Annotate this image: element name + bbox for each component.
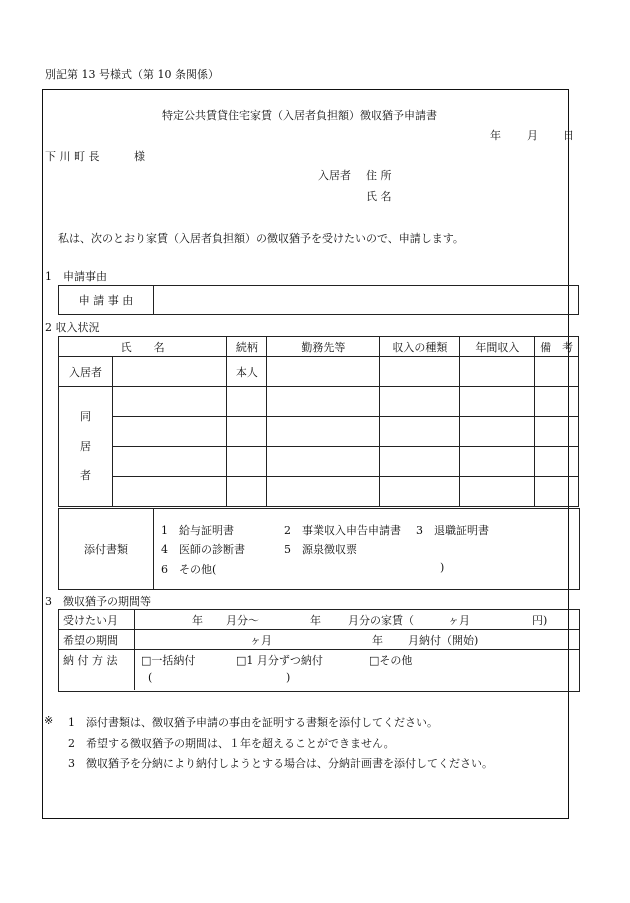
payment-method-label: 納 付 方 法: [63, 654, 118, 667]
table-cell[interactable]: [227, 477, 267, 507]
col-workplace: 勤務先等: [267, 337, 380, 357]
note-3: 3 徴収猶予を分納により納付しようとする場合は、分納計画書を添付してください。: [68, 757, 493, 770]
occupant-label: 入居者: [59, 357, 113, 387]
table-cell[interactable]: [227, 417, 267, 447]
table-cell[interactable]: [267, 417, 380, 447]
reason-table: [58, 285, 579, 315]
period-month: 月納付（開始): [408, 634, 479, 647]
date-day: 日: [563, 129, 574, 142]
table-cell[interactable]: [380, 447, 460, 477]
occupant-name-cell[interactable]: [113, 357, 227, 387]
section1-heading: 1 申請事由: [45, 270, 107, 283]
section2-heading: 2 収入状況: [45, 321, 100, 334]
address-label: 住 所: [366, 169, 392, 182]
note-1: 1 添付書類は、徴収猶予申請の事由を証明する書類を添付してください。: [68, 716, 438, 729]
table-cell[interactable]: [460, 477, 535, 507]
table-cell[interactable]: [113, 477, 227, 507]
addressee: 下 川 町 長: [45, 150, 100, 163]
cohabitant-row: [59, 387, 579, 417]
wanted-year-1: 年: [192, 614, 203, 627]
wanted-months-count: ヶ月: [448, 614, 470, 627]
table-cell[interactable]: [113, 417, 227, 447]
applicant-label: 入居者: [318, 169, 351, 182]
period-months: ヶ月: [250, 634, 272, 647]
col-name: 氏 名: [59, 337, 227, 357]
table-cell[interactable]: [535, 387, 579, 417]
statement: 私は、次のとおり家賃（入居者負担額）の徴収猶予を受けたいので、申請します。: [58, 232, 464, 245]
deferment-col-divider: [134, 609, 135, 690]
table-cell[interactable]: [460, 387, 535, 417]
table-cell[interactable]: [535, 477, 579, 507]
occupant-workplace-cell[interactable]: [267, 357, 380, 387]
cohabitant-label: [59, 387, 113, 507]
period-label: 希望の期間: [63, 634, 118, 647]
cohabitant-row: [59, 417, 579, 447]
name-label: 氏 名: [366, 190, 392, 203]
wanted-yen: 円): [532, 614, 548, 627]
payment-option-lump-sum[interactable]: □一括納付: [141, 654, 196, 667]
reason-value[interactable]: [154, 286, 579, 315]
occupant-relation: 本人: [227, 357, 267, 387]
period-year: 年: [372, 634, 383, 647]
form-title: 特定公共賃貸住宅家賃（入居者負担額）徴収猶予申請書: [162, 109, 437, 122]
attachment-1: 1 給与証明書: [161, 524, 234, 537]
table-cell[interactable]: [535, 447, 579, 477]
cohabitant-char: 同: [80, 409, 91, 423]
table-cell[interactable]: [113, 387, 227, 417]
cohabitant-char: 居: [80, 439, 91, 453]
income-header-row: [59, 337, 579, 357]
reason-label: 申 請 事 由: [59, 286, 154, 315]
honorific: 様: [134, 150, 145, 163]
wanted-month-label: 受けたい月: [63, 614, 118, 627]
date-month: 月: [527, 129, 538, 142]
table-cell[interactable]: [227, 447, 267, 477]
col-income-type: 収入の種類: [380, 337, 460, 357]
attachment-2: 2 事業収入申告申請書: [284, 524, 401, 537]
attachment-5: 5 源泉徴収票: [284, 543, 357, 556]
section3-heading: 3 徴収猶予の期間等: [45, 595, 151, 608]
attachment-3: 3 退職証明書: [416, 524, 489, 537]
payment-option-monthly[interactable]: □1 月分ずつ納付: [236, 654, 323, 667]
col-remarks: 備 考: [535, 337, 579, 357]
other-paren-close: ): [286, 671, 291, 684]
wanted-month-2: 月分の家賃（: [348, 614, 414, 627]
occupant-income-type-cell[interactable]: [380, 357, 460, 387]
note-2: 2 希望する徴収猶予の期間は、１年を超えることができません。: [68, 737, 395, 750]
table-cell[interactable]: [227, 387, 267, 417]
table-cell[interactable]: [267, 477, 380, 507]
attachments-label: 添付書類: [84, 543, 128, 556]
deferment-row-divider: [58, 629, 579, 630]
table-cell[interactable]: [380, 477, 460, 507]
form-number-note: 別記第 13 号様式（第 10 条関係）: [45, 68, 219, 81]
deferment-row-divider: [58, 649, 579, 650]
other-paren-open: (: [148, 671, 153, 684]
occupant-row: [59, 357, 579, 387]
table-cell[interactable]: [113, 447, 227, 477]
note-mark: ※: [44, 714, 54, 727]
occupant-remarks-cell[interactable]: [535, 357, 579, 387]
attachment-6: 6 その他(: [161, 563, 217, 576]
income-table: [58, 336, 579, 507]
table-cell[interactable]: [267, 447, 380, 477]
occupant-annual-income-cell[interactable]: [460, 357, 535, 387]
table-cell[interactable]: [460, 447, 535, 477]
col-relation: 続柄: [227, 337, 267, 357]
wanted-year-2: 年: [310, 614, 321, 627]
attachment-6-close: ): [440, 561, 445, 574]
table-cell[interactable]: [380, 417, 460, 447]
table-cell[interactable]: [535, 417, 579, 447]
payment-option-other[interactable]: □その他: [369, 654, 413, 667]
attachment-4: 4 医師の診断書: [161, 543, 245, 556]
table-cell[interactable]: [460, 417, 535, 447]
wanted-month-1: 月分～: [226, 614, 259, 627]
col-annual-income: 年間収入: [460, 337, 535, 357]
date-year: 年: [490, 129, 501, 142]
table-cell[interactable]: [380, 387, 460, 417]
table-cell[interactable]: [267, 387, 380, 417]
cohabitant-row: [59, 477, 579, 507]
cohabitant-char: 者: [80, 469, 91, 483]
cohabitant-row: [59, 447, 579, 477]
